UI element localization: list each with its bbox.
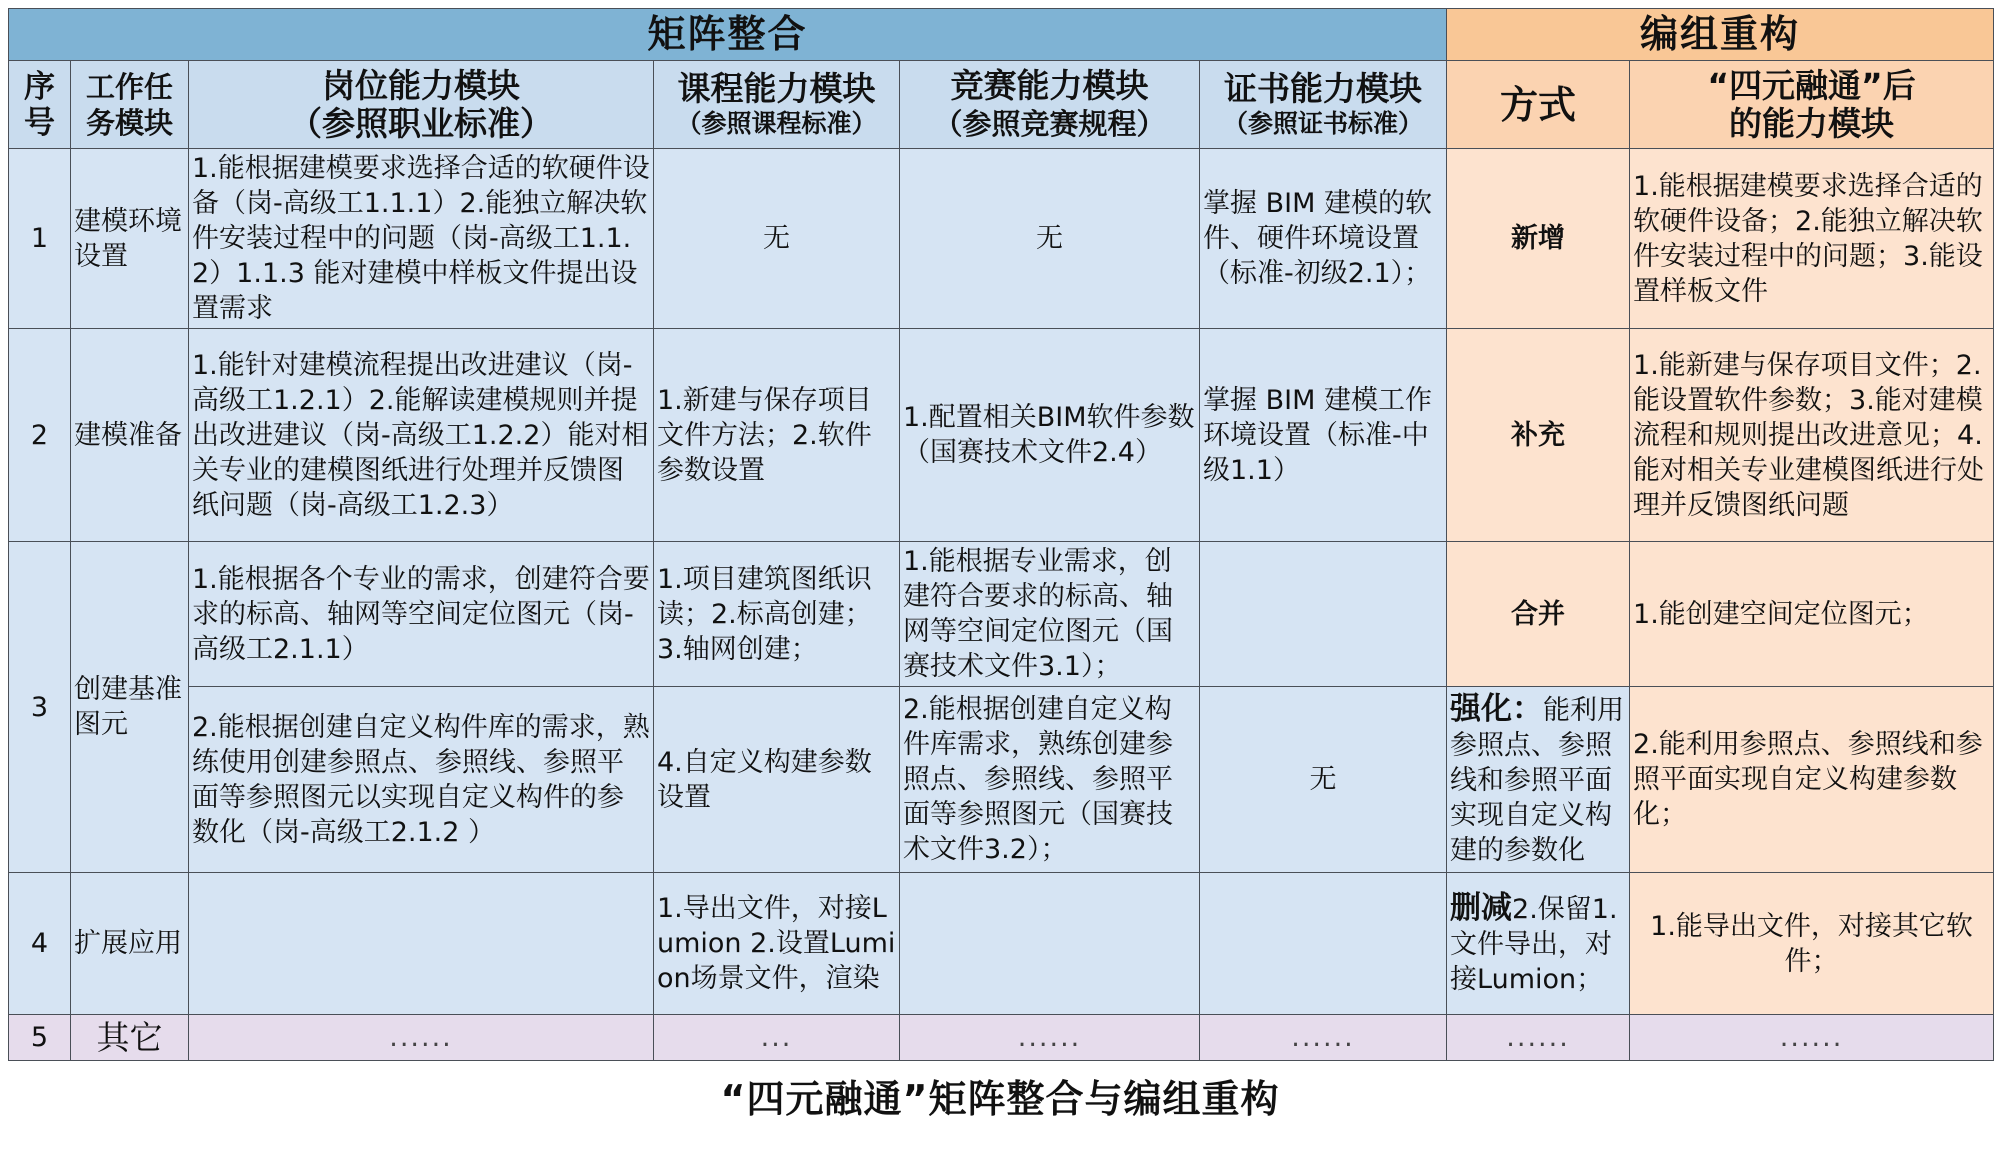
- row1-seq: 1: [9, 149, 71, 329]
- row5-fused: ......: [1630, 1015, 1994, 1061]
- header-fused-line1: “四元融通”后: [1707, 65, 1916, 105]
- figure-caption: “四元融通”矩阵整合与编组重构: [720, 1077, 1280, 1121]
- row5-seq: 5: [9, 1015, 71, 1061]
- row3a-contest: 1.能根据专业需求，创建符合要求的标高、轴网等空间定位图元（国赛技术文件3.1）；: [900, 542, 1200, 687]
- row2-fused: 1.能新建与保存项目文件；2.能设置软件参数；3.能对建模流程和规则提出改进意见；4.能对相关专业建模图纸进行处理并反馈图纸问题: [1630, 329, 1994, 542]
- row5-task: 其它: [71, 1015, 189, 1061]
- row1-post: 1.能根据建模要求选择合适的软硬件设备（岗-高级工1.1.1）2.能独立解决软件安装过程中的问题（岗-高级工1.1.2）1.1.3 能对建模中样板文件提出设置需求: [189, 149, 654, 329]
- row4-course: 1.导出文件，对接Lumion 2.设置Lumion场景文件，渲染: [654, 873, 900, 1015]
- row3a-cert: [1200, 542, 1447, 687]
- header-way-label: 方式: [1500, 82, 1577, 127]
- row3a-post: 1.能根据各个专业的需求，创建符合要求的标高、轴网等空间定位图元（岗-高级工2.1.1）: [189, 542, 654, 687]
- row4-contest: [900, 873, 1200, 1015]
- row3b-post: 2.能根据创建自定义构件库的需求，熟练使用创建参照点、参照线、参照平面等参照图元以实现自定义构件的参数化（岗-高级工2.1.2 ）: [189, 687, 654, 873]
- header-fused: [1630, 61, 1994, 149]
- row3b-fused: 2.能利用参照点、参照线和参照平面实现自定义构建参数化；: [1630, 687, 1994, 873]
- header-cert-main: 证书能力模块: [1224, 68, 1423, 108]
- row1-way: 新增: [1447, 149, 1630, 329]
- row5-way: ......: [1447, 1015, 1630, 1061]
- row5-cert: ......: [1200, 1015, 1447, 1061]
- row4-cert: [1200, 873, 1447, 1015]
- row1-cert: 掌握 BIM 建模的软件、硬件环境设置（标准-初级2.1）；: [1200, 149, 1447, 329]
- row4-seq: 4: [9, 873, 71, 1015]
- header-row: [9, 61, 1994, 149]
- row3a-way: 合并: [1447, 542, 1630, 687]
- row4-way-text: 2.保留1.文件导出，对接Lumion；: [1450, 893, 1618, 995]
- header-seq: [9, 61, 71, 149]
- row2-seq: 2: [9, 329, 71, 542]
- row2-task: 建模准备: [71, 329, 189, 542]
- header-course: [654, 61, 900, 149]
- table-row: [9, 149, 1994, 329]
- band-row: [9, 9, 1994, 61]
- header-post-main: 岗位能力模块: [322, 65, 520, 105]
- row3b-way: [1447, 687, 1630, 873]
- band-group-restructure: 编组重构: [1447, 9, 1994, 61]
- row4-way: [1447, 873, 1630, 1015]
- table-row: [9, 1015, 1994, 1061]
- row3b-way-text: 能利用参照点、参照线和参照平面实现自定义构建的参数化: [1450, 694, 1625, 866]
- matrix-figure: [8, 8, 1993, 1061]
- row2-post: 1.能针对建模流程提出改进建议（岗-高级工1.2.1）2.能解读建模规则并提出改进建议（岗-高级工1.2.2）能对相关专业的建模图纸进行处理并反馈图纸问题（岗-高级工1.2.3）: [189, 329, 654, 542]
- header-post-sub: （参照职业标准）: [289, 103, 553, 143]
- row2-course: 1.新建与保存项目文件方法；2.软件参数设置: [654, 329, 900, 542]
- header-contest-sub: （参照竞赛规程）: [933, 106, 1166, 141]
- header-post: [189, 61, 654, 149]
- row4-way-lead: 删减: [1450, 889, 1513, 926]
- row1-fused: 1.能根据建模要求选择合适的软硬件设备；2.能独立解决软件安装过程中的问题；3.能设置样板文件: [1630, 149, 1994, 329]
- header-way: [1447, 61, 1630, 149]
- header-seq-label: 序号: [24, 68, 55, 141]
- row3b-contest: 2.能根据创建自定义构件库需求，熟练创建参照点、参照线、参照平面等参照图元（国赛技术文件3.2）；: [900, 687, 1200, 873]
- row5-contest: ......: [900, 1015, 1200, 1061]
- row5-post: ......: [189, 1015, 654, 1061]
- header-cert-sub: （参照证书标准）: [1223, 108, 1424, 138]
- row2-cert: 掌握 BIM 建模工作环境设置（标准-中级1.1）: [1200, 329, 1447, 542]
- row3-seq: 3: [9, 542, 71, 873]
- row4-task: 扩展应用: [71, 873, 189, 1015]
- header-task-label: 工作任务模块: [85, 69, 173, 140]
- row3a-fused: 1.能创建空间定位图元；: [1630, 542, 1994, 687]
- header-contest-main: 竞赛能力模块: [950, 65, 1149, 105]
- header-course-main: 课程能力模块: [677, 68, 876, 108]
- row1-course: 无: [654, 149, 900, 329]
- row3a-course: 1.项目建筑图纸识读；2.标高创建；3.轴网创建；: [654, 542, 900, 687]
- header-course-sub: （参照课程标准）: [676, 108, 877, 138]
- table-row: [9, 873, 1994, 1015]
- row5-course: ...: [654, 1015, 900, 1061]
- row3b-cert: 无: [1200, 687, 1447, 873]
- header-cert: [1200, 61, 1447, 149]
- table-row: [9, 687, 1994, 873]
- header-task: [71, 61, 189, 149]
- header-contest: [900, 61, 1200, 149]
- table-row: [9, 329, 1994, 542]
- row3b-way-lead: 强化：: [1450, 690, 1544, 727]
- header-fused-line2: 的能力模块: [1729, 103, 1895, 143]
- row2-contest: 1.配置相关BIM软件参数（国赛技术文件2.4）: [900, 329, 1200, 542]
- row2-way: 补充: [1447, 329, 1630, 542]
- band-matrix-integration: 矩阵整合: [9, 9, 1447, 61]
- row3b-course: 4.自定义构建参数设置: [654, 687, 900, 873]
- row4-fused: 1.能导出文件，对接其它软件；: [1630, 873, 1994, 1015]
- row1-task: 建模环境设置: [71, 149, 189, 329]
- matrix-table: [8, 8, 1994, 1061]
- row3-task: 创建基准图元: [71, 542, 189, 873]
- row4-post: [189, 873, 654, 1015]
- row1-contest: 无: [900, 149, 1200, 329]
- table-row: [9, 542, 1994, 687]
